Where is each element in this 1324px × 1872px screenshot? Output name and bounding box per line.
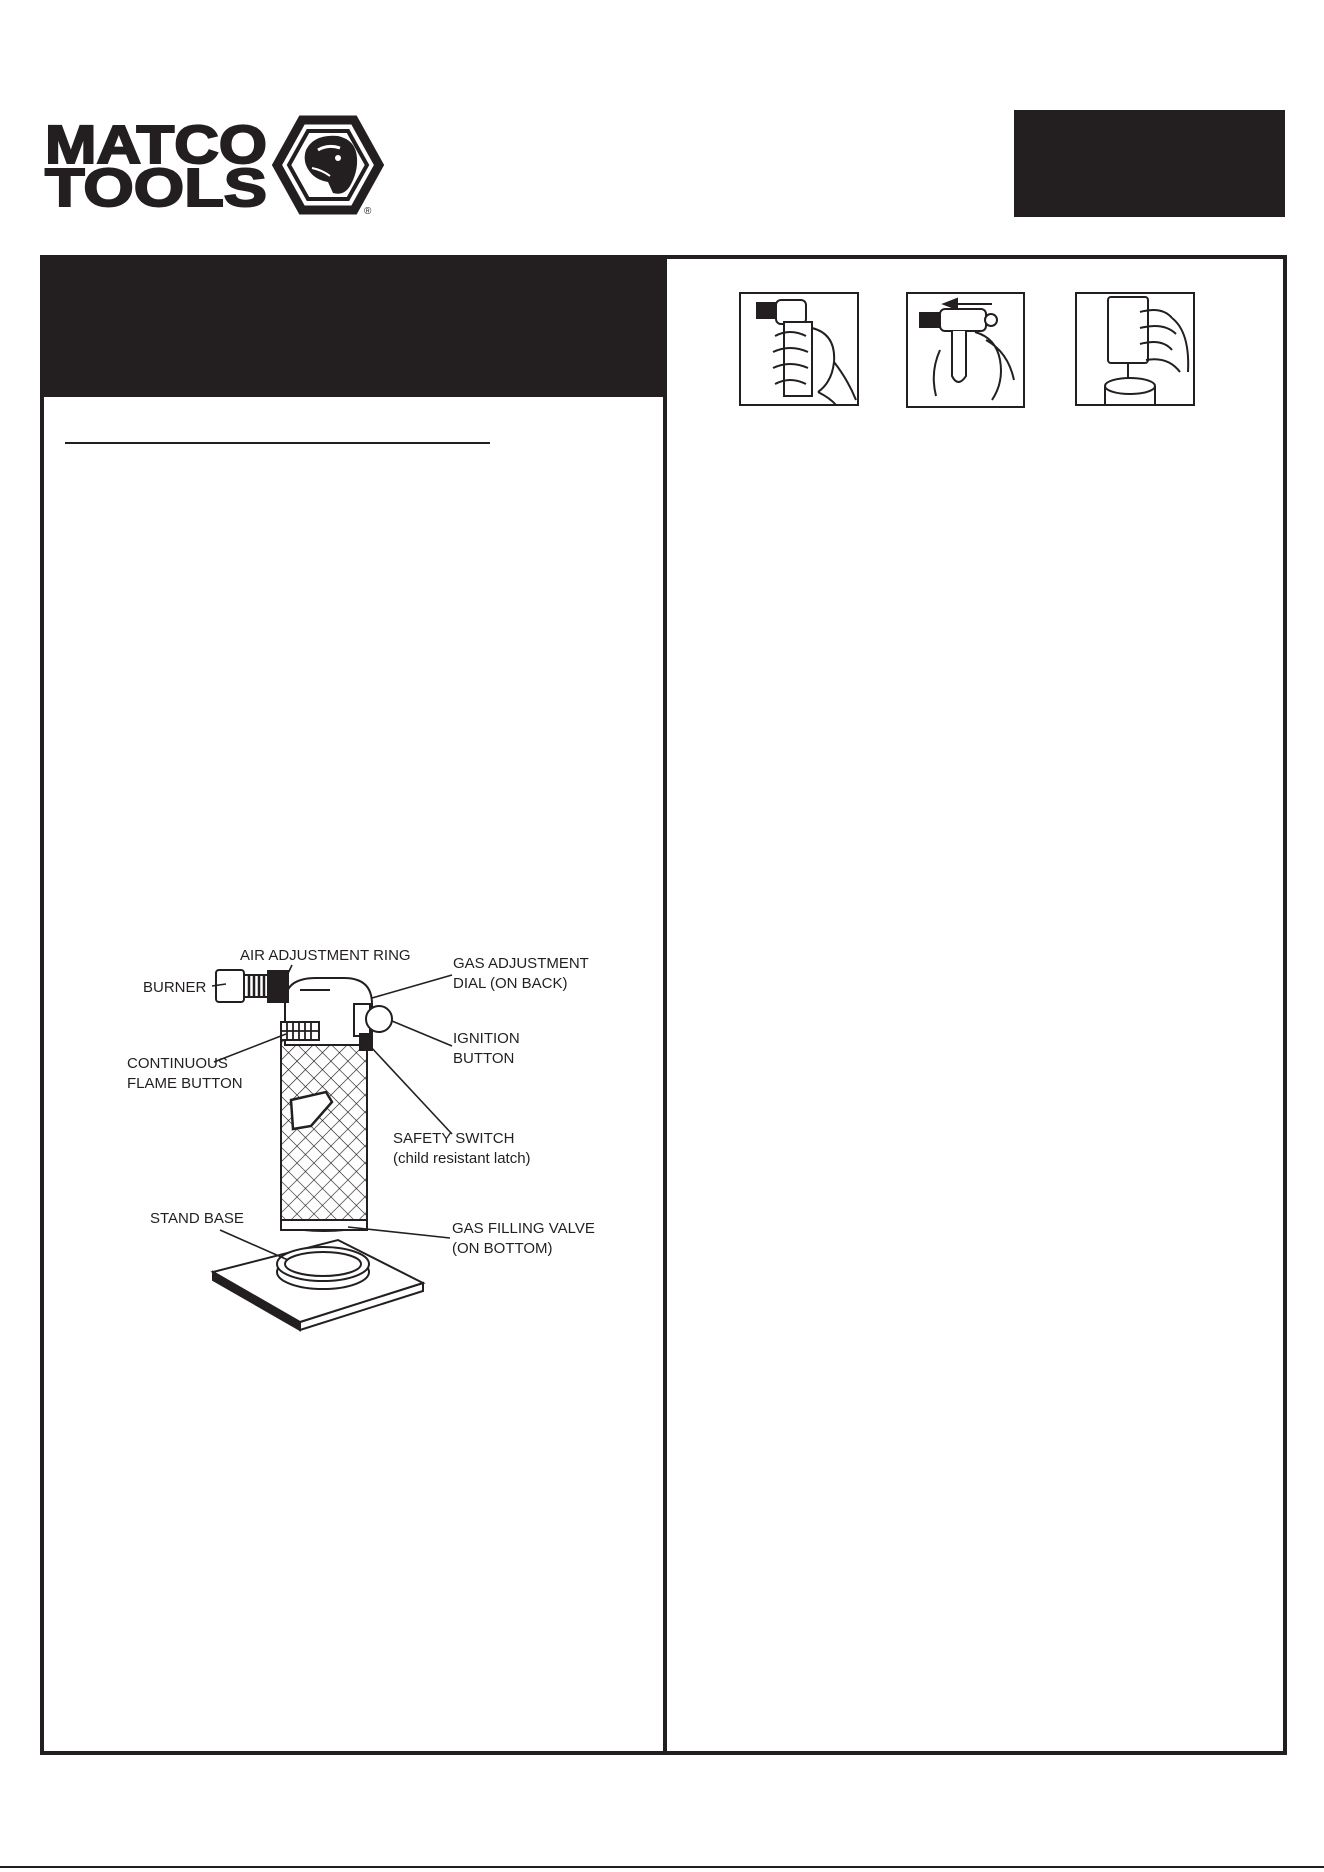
label-gas-adjustment-line2: DIAL (ON BACK)	[453, 975, 568, 992]
label-burner: BURNER	[143, 979, 207, 996]
label-stand-base: STAND BASE	[150, 1210, 244, 1227]
label-safety-switch-line2: (child resistant latch)	[393, 1150, 531, 1167]
burner-drawing	[216, 970, 288, 1002]
ignition-button-drawing	[366, 1006, 392, 1032]
step-illustration-refill	[1076, 293, 1194, 405]
label-gas-adjustment-line1: GAS ADJUSTMENT	[453, 955, 589, 972]
torch-diagram	[213, 970, 423, 1330]
torch-body-drawing	[281, 1040, 367, 1231]
registered-mark: ®	[364, 206, 372, 217]
step-illustration-push-arrow	[907, 293, 1024, 407]
label-safety-switch-line1: SAFETY SWITCH	[393, 1130, 515, 1147]
label-ignition-line1: IGNITION	[453, 1030, 520, 1047]
label-air-adjustment-ring: AIR ADJUSTMENT RING	[240, 947, 411, 964]
label-gas-filling-valve-line1: GAS FILLING VALVE	[452, 1220, 595, 1237]
label-ignition-line2: BUTTON	[453, 1050, 515, 1067]
label-continuous-line1: CONTINUOUS	[127, 1055, 228, 1072]
logo-word-tools: TOOLS	[45, 158, 267, 218]
step-illustration-hold-torch	[740, 293, 858, 405]
label-continuous-line2: FLAME BUTTON	[127, 1075, 243, 1092]
continuous-flame-button-drawing	[281, 1022, 319, 1040]
logo-word-matco: MATCO	[45, 115, 267, 175]
stand-base-drawing	[213, 1240, 423, 1330]
label-gas-filling-valve-line2: (ON BOTTOM)	[452, 1240, 553, 1257]
